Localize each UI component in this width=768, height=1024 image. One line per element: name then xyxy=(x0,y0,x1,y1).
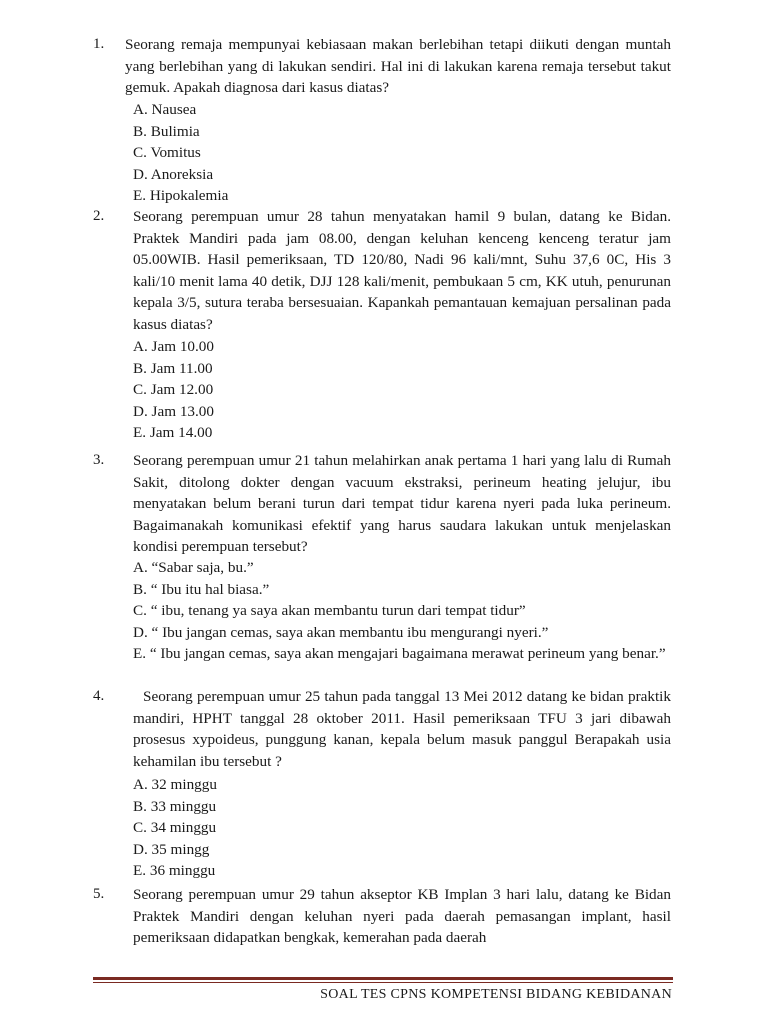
answer-option: D. Jam 13.00 xyxy=(133,402,214,420)
answer-options xyxy=(133,99,671,207)
footer-divider xyxy=(93,982,673,983)
answer-option: B. 33 minggu xyxy=(133,797,217,815)
answer-option: D. “ Ibu jangan cemas, saya akan membantu ibu mengurangi nyeri.” xyxy=(133,623,549,641)
answer-option: B. “ Ibu itu hal biasa.” xyxy=(133,580,270,598)
answer-options xyxy=(133,557,671,665)
question-number: 2. xyxy=(93,208,105,224)
answer-option: E. 36 minggu xyxy=(133,862,216,879)
answer-options xyxy=(133,336,671,444)
answer-option: C. Jam 12.00 xyxy=(133,381,214,398)
question-number: 4. xyxy=(93,688,105,704)
answer-option: E. “ Ibu jangan cemas, saya akan mengajari bagaimana merawat perineum yang benar.” xyxy=(133,645,666,662)
answer-option: C. “ ibu, tenang ya saya akan membantu turun dari tempat tidur” xyxy=(133,602,526,619)
question-stem: Seorang remaja mempunyai kebiasaan makan berlebihan tetapi diikuti dengan muntah yang berlebihan yang di lakukan sendiri. Hal ini di lakukan karena remaja tersebut takut gemuk. Apakah diagnosa dari kasus diatas? xyxy=(125,36,671,96)
answer-option: C. 34 minggu xyxy=(133,819,217,836)
answer-option: A. Nausea xyxy=(133,101,197,118)
answer-option: B. Bulimia xyxy=(133,122,200,140)
question-number: 5. xyxy=(93,886,105,902)
question-stem: Seorang perempuan umur 21 tahun melahirkan anak pertama 1 hari yang lalu di Rumah Sakit, ditolong dokter dengan vacuum ekstraksi, perineum heating jelujur, ibu menyatakan belum berani turun dari tempat tidur karena nyeri pada luka perineum. Bagaimanakah komunikasi efektif yang harus saudara lakukan untuk menjelaskan kondisi perempuan tersebut? xyxy=(133,452,671,555)
answer-option: B. Jam 11.00 xyxy=(133,359,213,377)
answer-option: E. Jam 14.00 xyxy=(133,424,213,441)
answer-option: E. Hipokalemia xyxy=(133,187,229,204)
answer-option: A. “Sabar saja, bu.” xyxy=(133,559,254,576)
question-number: 3. xyxy=(93,452,105,468)
question-stem: Seorang perempuan umur 25 tahun pada tanggal 13 Mei 2012 datang ke bidan praktik mandiri, HPHT tanggal 28 oktober 2011. Hasil pemeriksaan TFU 3 jari dibawah prosesus xypoideus, punggung kanan, kepala belum masuk panggul Berapakah usia kehamilan ibu tersebut ? xyxy=(133,688,671,770)
answer-option: D. 35 mingg xyxy=(133,840,210,858)
footer-divider xyxy=(93,977,673,980)
question-number: 1. xyxy=(93,36,105,52)
answer-option: A. 32 minggu xyxy=(133,776,217,793)
footer-title: SOAL TES CPNS KOMPETENSI BIDANG KEBIDANAN xyxy=(320,987,672,1002)
answer-options xyxy=(133,774,671,882)
answer-option: A. Jam 10.00 xyxy=(133,338,214,355)
answer-option: C. Vomitus xyxy=(133,144,201,161)
question-stem: Seorang perempuan umur 28 tahun menyatakan hamil 9 bulan, datang ke Bidan. Praktek Mandiri pada jam 08.00, dengan keluhan kenceng kenceng teratur jam 05.00WIB. Hasil pemeriksaan, TD 120/80, Nadi 96 kali/mnt, Suhu 37,6 0C, His 3 kali/10 menit lama 40 detik, DJJ 128 kali/menit, pembukaan 5 cm, KK utuh, penurunan kepala 3/5, sutura teraba bersesuaian. Kapankah pemantauan kemajuan persalinan pada kasus diatas? xyxy=(133,208,671,333)
question-stem: Seorang perempuan umur 29 tahun akseptor KB Implan 3 hari lalu, datang ke Bidan Praktek Mandiri dengan keluhan nyeri pada daerah pemasangan implant, hasil pemeriksaan didapatkan bengkak, kemerahan pada daerah xyxy=(133,886,671,946)
answer-option: D. Anoreksia xyxy=(133,165,214,183)
